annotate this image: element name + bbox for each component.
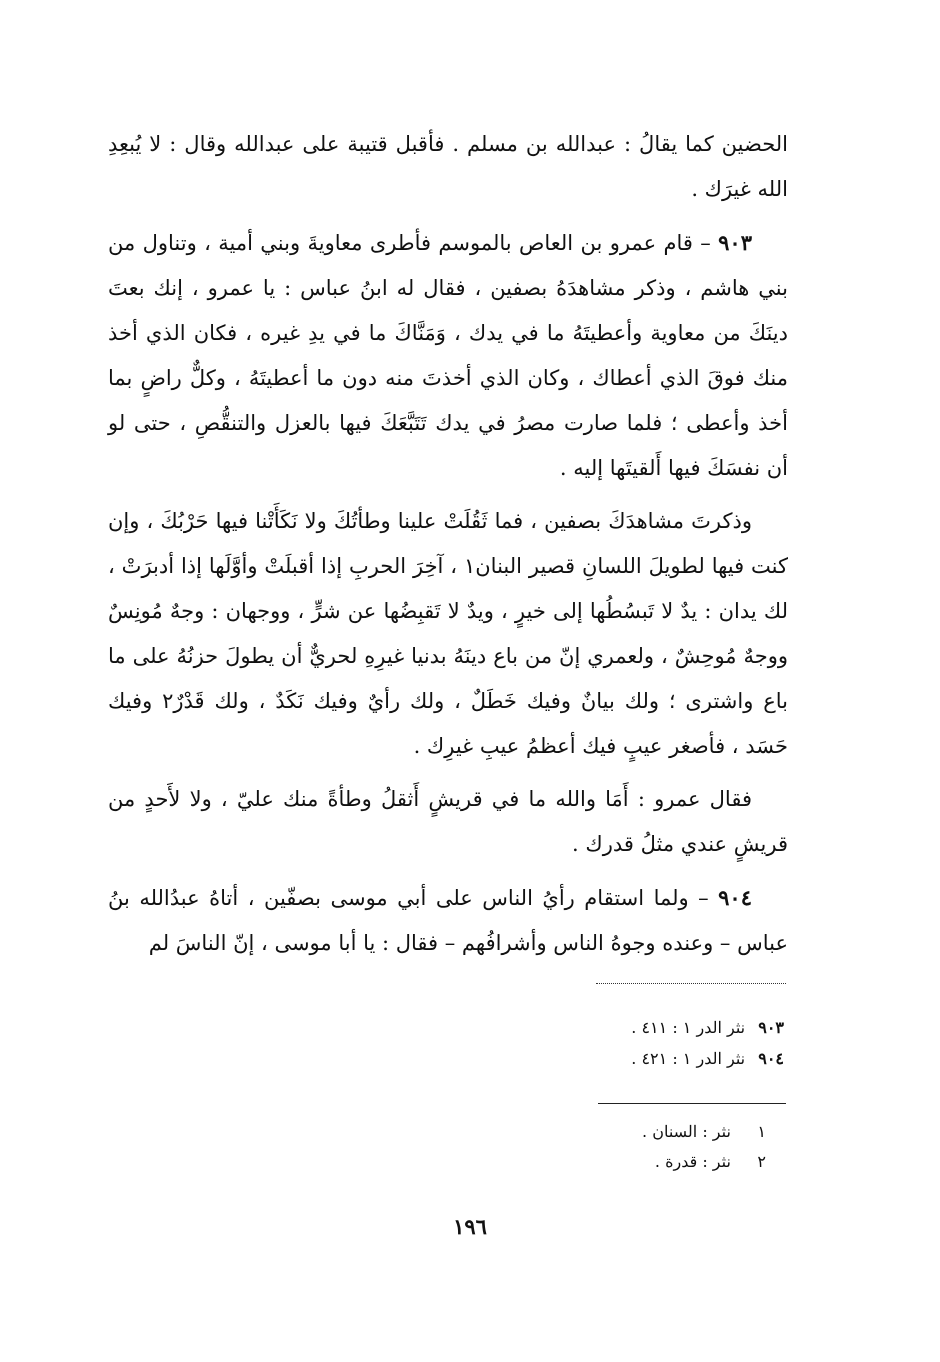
sources-divider — [596, 983, 786, 984]
footnote-number: ٢ — [757, 1152, 766, 1171]
entry-904 — [108, 875, 788, 966]
sources-list — [631, 1012, 784, 1074]
paragraph-3-text: وذكرتَ مشاهدَكَ بصفين ، فما ثَقُلَتْ علينا وطأتُكَ ولا نَكَأَتْنا فيها حَرْبُكَ ، وإن كنت فيها لطويلَ اللسانِ قصير البنان١ ، آخِرَ الحربِ إذا أقبلَتْ وأوَّلَها إذا أدبرَتْ ، لك يدان : يدٌ لا تَبسُطُها إلى خيرٍ ، ويدٌ لا تَقبِضُها عن شرٍّ ، ووجهان : وجهٌ مُونِسٌ ووجهٌ مُوحِشٌ ، ولعمري إنّ من باع دينَهُ بدنيا غيرِهِ لحريٌّ أن يطولَ حزنُهُ على ما باع واشترى ؛ ولك بيانٌ وفيك خَطَلٌ ، ولك رأيٌ وفيك نَكَدٌ ، ولك قَدْرٌ٢ وفيك حَسَد ، فأصغر عيبٍ فيك أعظمُ عيبِ غيرِك . — [108, 509, 789, 758]
footnote-item — [642, 1117, 766, 1147]
footnote-number: ١ — [757, 1122, 766, 1141]
entry-904-text: – ولما استقام رأيُ الناس على أبي موسى بصفّين ، أتاهُ عبدُالله بنُ عباس – وعنده وجوهُ الناس وأشرافُهم – فقال : يا أبا موسى ، إنّ الناسَ لم — [108, 886, 788, 955]
paragraph-1-text: الحضين كما يقالُ : عبدالله بن مسلم . فأقبل قتيبة على عبدالله وقال : لا يُبعِدِ الله غيرَك . — [108, 132, 788, 201]
source-number: ٩٠٣ — [758, 1018, 784, 1037]
source-item — [631, 1012, 784, 1043]
page-number: ١٩٦ — [453, 1214, 487, 1239]
footnote-item — [642, 1147, 766, 1177]
entry-903-number: ٩٠٣ — [718, 230, 752, 255]
main-text — [108, 122, 788, 974]
footnote-text: نثر : السنان . — [642, 1122, 731, 1141]
source-text: نثر الدر ١ : ٤٢١ . — [631, 1049, 746, 1068]
paragraph-4-text: فقال عمرو : أَمَا والله ما في قريشٍ أَثقلُ وطأةً منك عليّ ، ولا لأَحدٍ من قريشٍ عندي مثلُ قدرك . — [108, 787, 788, 856]
source-text: نثر الدر ١ : ٤١١ . — [631, 1018, 746, 1037]
source-number: ٩٠٤ — [758, 1049, 784, 1068]
source-item — [631, 1043, 784, 1074]
entry-903 — [108, 220, 788, 491]
entry-903-text: – قام عمرو بن العاص بالموسم فأطرى معاويةَ وبني أمية ، وتناول من بني هاشم ، وذكر مشاهدَهُ بصفين ، فقال له ابنُ عباس : يا عمرو ، إنك بعتَ دينَكَ من معاوية وأعطيتَهُ ما في يدك ، وَمَنَّاكَ ما في يدِ غيره ، فكان الذي أخذ منك فوقَ الذي أعطاك ، وكان الذي أخذتَ منه دون ما أعطيتَهُ ، وكلٌّ راضٍ بما أخذ وأعطى ؛ فلما صارت مصرُ في يدك تَتَبَّعَكَ فيها بالعزل والتنقُّصِ ، حتى لو أن نفسَكَ فيها أَلقيتَها إليه . — [108, 231, 788, 480]
footnotes-divider — [598, 1103, 786, 1104]
footnote-text: نثر : قدرة . — [654, 1152, 731, 1171]
paragraph-3 — [108, 499, 788, 769]
entry-904-number: ٩٠٤ — [718, 885, 752, 910]
paragraph-1 — [108, 122, 788, 212]
footnotes-list — [642, 1117, 766, 1177]
paragraph-4 — [108, 777, 788, 867]
